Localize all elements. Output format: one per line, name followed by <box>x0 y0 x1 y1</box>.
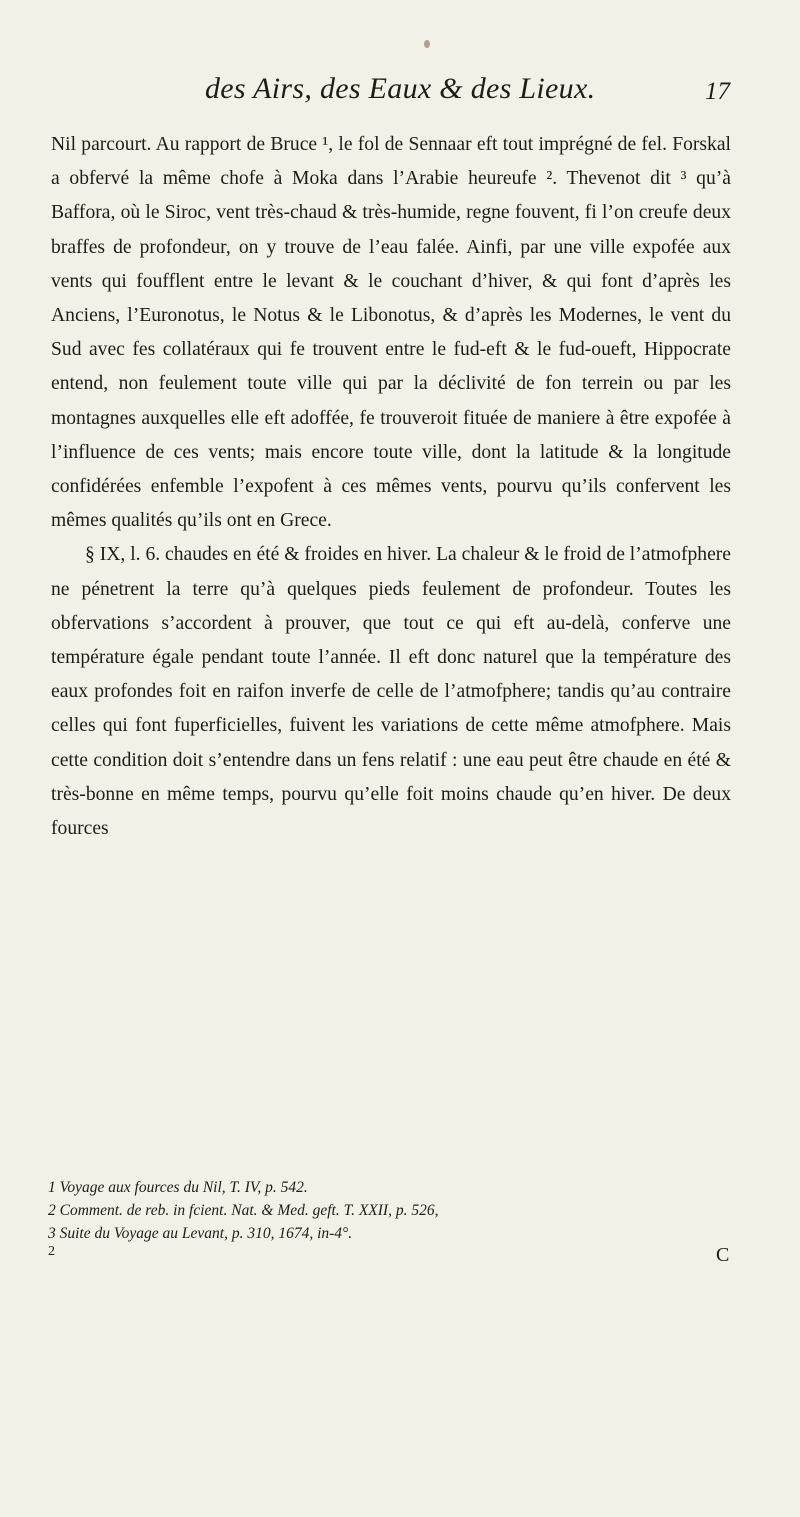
page-number: 17 <box>705 78 730 105</box>
running-title: des Airs, des Eaux & des Lieux. <box>205 72 596 105</box>
ink-spot <box>424 40 430 48</box>
footnote-2: 2 Comment. de reb. in fcient. Nat. & Med. geft. T. XXII, p. 526, <box>48 1202 439 1219</box>
footnote-1: 1 Voyage aux fources du Nil, T. IV, p. 542. <box>48 1179 308 1196</box>
page-header <box>205 72 730 116</box>
signature-mark-left: 2 <box>48 1244 55 1259</box>
footnote-3: 3 Suite du Voyage au Levant, p. 310, 1674, in-4°. <box>48 1225 353 1242</box>
main-text <box>51 128 731 846</box>
signature-mark-right: C <box>716 1244 730 1266</box>
footnotes <box>48 1176 738 1245</box>
paragraph-1: Nil parcourt. Au rapport de Bruce ¹, le fol de Sennaar eft tout imprégné de fel. Forskal a obfervé la même chofe à Moka dans l’Arabie heureufe ². Thevenot dit ³ qu’à Baffora, où le Siroc, vent très-chaud & très-humide, regne fouvent, fi l’on creufe deux braffes de profondeur, on y trouve de l’eau falée. Ainfi, par une ville expofée aux vents qui foufflent entre le levant & le couchant d’hiver, & qui font d’après les Anciens, l’Euronotus, le Notus & le Libonotus, & d’après les Modernes, le vent du Sud avec fes collatéraux qui fe trouvent entre le fud-eft & le fud-oueft, Hippocrate entend, non feulement toute ville qui par la déclivité de fon terrein ou par les montagnes auxquelles elle eft adoffée, fe trouveroit fituée de maniere à être expofée à l’influence de ces vents; mais encore toute ville, dont la latitude & la longitude confidérées enfemble l’expofent à ces mêmes vents, pourvu qu’ils confervent les mêmes qualités qu’ils ont en Grece. <box>51 134 731 532</box>
paragraph-2: § IX, l. 6. chaudes en été & froides en hiver. La chaleur & le froid de l’atmofphere ne pénetrent la terre qu’à quelques pieds feulement de profondeur. Toutes les obfervations s’accordent à prouver, que tout ce qui eft au-delà, conferve une température égale pendant toute l’année. Il eft donc naturel que la température des eaux profondes foit en raifon inverfe de celle de l’atmofphere; tandis qu’au contraire celles qui font fuperficielles, fuivent les variations de cette même atmofphere. Mais cette condition doit s’entendre dans un fens relatif : une eau peut être chaude en été & très-bonne en même temps, pourvu qu’elle foit moins chaude qu’en hiver. De deux fources <box>51 544 731 840</box>
